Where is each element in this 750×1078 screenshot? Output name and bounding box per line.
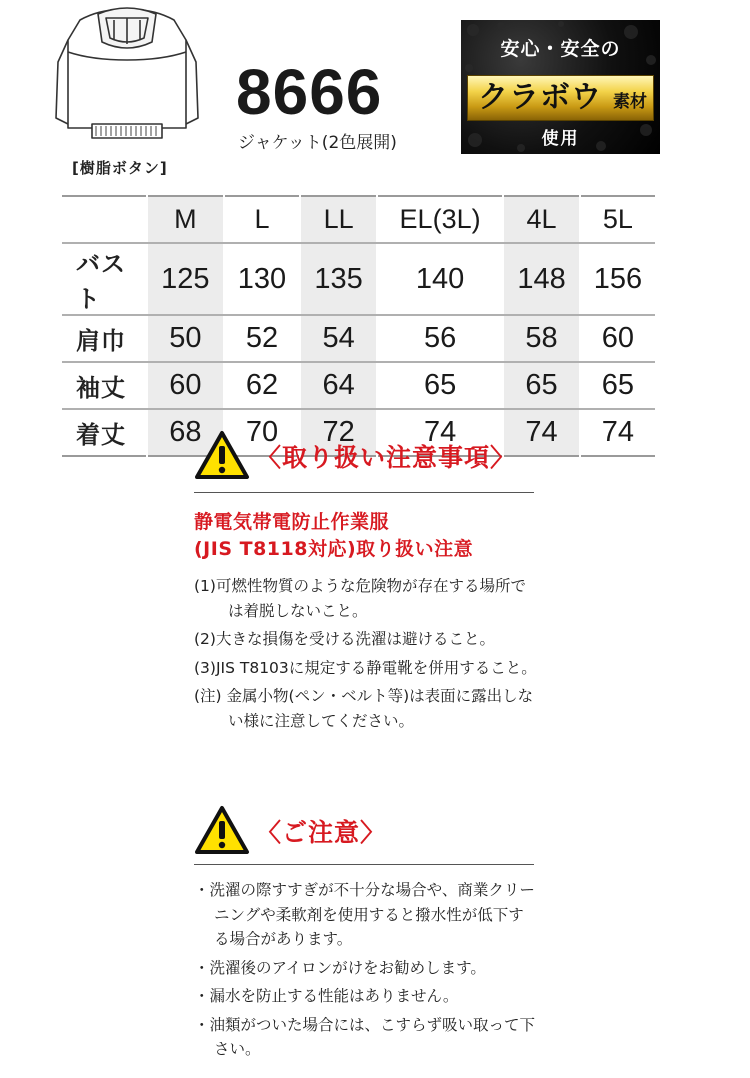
table-cell: 68 bbox=[147, 409, 224, 456]
table-cell: 70 bbox=[224, 409, 301, 456]
table-cell: 56 bbox=[377, 315, 503, 362]
caution-heading bbox=[194, 805, 534, 857]
table-cell: 156 bbox=[580, 243, 655, 315]
list-item: ・漏水を防止する性能はありません。 bbox=[194, 987, 459, 1005]
antistatic-subtitle bbox=[194, 509, 473, 563]
badge-brand: クラボウ bbox=[478, 80, 602, 115]
row-label-shoulder: 肩巾 bbox=[62, 315, 147, 362]
table-row bbox=[62, 243, 655, 315]
caution-divider bbox=[194, 864, 534, 865]
handling-divider bbox=[194, 492, 534, 493]
list-item: ・洗濯の際すすぎが不十分な場合や、商業クリーニングや柔軟剤を使用すると撥水性が低下する場合があります。 bbox=[194, 881, 535, 948]
table-corner bbox=[62, 196, 147, 243]
badge-gold-band bbox=[467, 75, 654, 121]
list-item: (注) 金属小物(ペン・ベルト等)は表面に露出しない様に注意してください。 bbox=[194, 687, 534, 730]
button-type-caption: [樹脂ボタン] bbox=[72, 159, 168, 177]
row-label-length: 着丈 bbox=[76, 421, 126, 449]
kurabo-material-badge bbox=[461, 20, 660, 154]
size-header-row bbox=[62, 196, 655, 243]
table-cell: 74 bbox=[503, 409, 580, 456]
table-cell: 52 bbox=[224, 315, 301, 362]
size-col-4l: 4L bbox=[503, 196, 580, 243]
size-col-m: M bbox=[147, 196, 224, 243]
table-cell: 65 bbox=[377, 362, 503, 409]
table-row bbox=[62, 362, 655, 409]
handling-title: 〈取り扱い注意事項〉 bbox=[256, 443, 517, 472]
handling-section-header bbox=[194, 430, 534, 482]
antistatic-subtitle-line1: 静電気帯電防止作業服 bbox=[194, 511, 390, 533]
row-label-sleeve: 袖丈 bbox=[62, 362, 147, 409]
list-item: (2)大きな損傷を受ける洗濯は避けること。 bbox=[194, 630, 495, 648]
table-cell: 125 bbox=[147, 243, 224, 315]
caution-list bbox=[194, 878, 539, 1066]
handling-list bbox=[194, 574, 539, 737]
caution-section-header bbox=[194, 805, 534, 857]
size-col-el: EL(3L) bbox=[377, 196, 503, 243]
size-col-5l: 5L bbox=[580, 196, 655, 243]
antistatic-subtitle-line2: (JIS T8118対応)取り扱い注意 bbox=[194, 538, 474, 560]
table-cell: 50 bbox=[147, 315, 224, 362]
table-cell: 148 bbox=[503, 243, 580, 315]
table-cell: 58 bbox=[503, 315, 580, 362]
table-cell: 140 bbox=[377, 243, 503, 315]
list-item: (1)可燃性物質のような危険物が存在する場所では着脱しないこと。 bbox=[194, 577, 526, 620]
table-cell: 72 bbox=[300, 409, 377, 456]
row-label-bust: バスト bbox=[62, 243, 147, 315]
table-cell: 74 bbox=[580, 409, 655, 456]
badge-bottom-text: 使用 bbox=[541, 129, 580, 149]
badge-top-text: 安心・安全の bbox=[500, 38, 621, 60]
list-item: (3)JIS T8103に規定する静電靴を併用すること。 bbox=[194, 658, 537, 677]
list-item: ・洗濯後のアイロンがけをお勧めします。 bbox=[194, 958, 486, 977]
badge-material: 素材 bbox=[613, 92, 647, 112]
jacket-back-illustration bbox=[52, 0, 202, 150]
table-cell: 60 bbox=[147, 362, 224, 409]
table-cell: 135 bbox=[300, 243, 377, 315]
table-cell: 74 bbox=[377, 409, 503, 456]
size-table bbox=[62, 195, 655, 457]
model-number: 8666 bbox=[236, 56, 383, 128]
product-subtitle: ジャケット(2色展開) bbox=[238, 133, 397, 153]
table-cell: 65 bbox=[503, 362, 580, 409]
table-cell: 60 bbox=[580, 315, 655, 362]
list-item: ・油類がついた場合には、こすらず吸い取って下さい。 bbox=[194, 1015, 536, 1058]
size-col-l: L bbox=[224, 196, 301, 243]
table-cell: 130 bbox=[224, 243, 301, 315]
table-row bbox=[62, 315, 655, 362]
table-cell: 62 bbox=[224, 362, 301, 409]
warning-icon bbox=[194, 430, 250, 480]
handling-heading bbox=[194, 430, 534, 482]
warning-icon bbox=[194, 805, 250, 855]
caution-title: 〈ご注意〉 bbox=[256, 818, 387, 847]
size-col-ll: LL bbox=[300, 196, 377, 243]
table-cell: 54 bbox=[300, 315, 377, 362]
table-cell: 64 bbox=[300, 362, 377, 409]
table-cell: 65 bbox=[580, 362, 655, 409]
